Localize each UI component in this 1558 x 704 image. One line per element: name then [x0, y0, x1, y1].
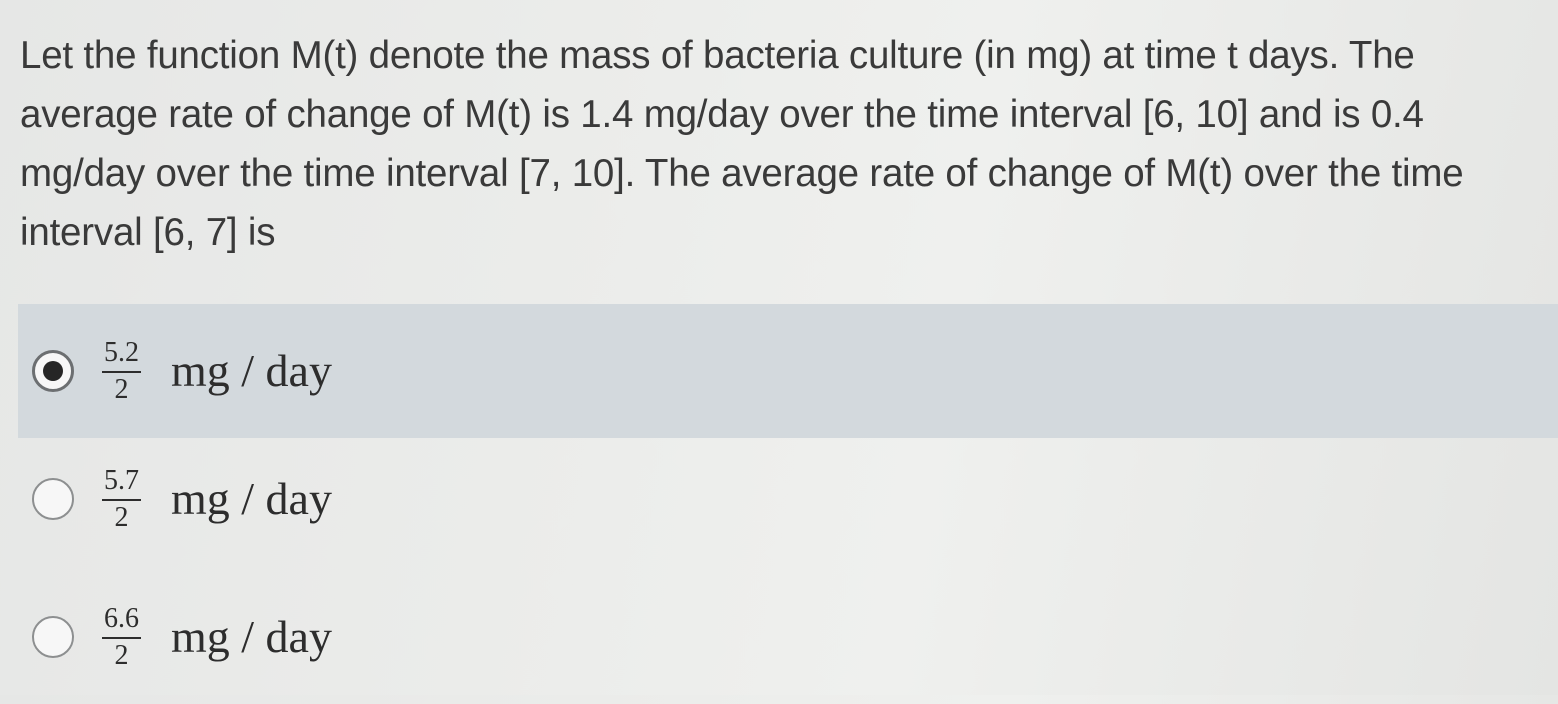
fraction-numerator: 5.7	[102, 466, 141, 501]
fraction-numerator: 6.6	[102, 604, 141, 639]
fraction-numerator: 5.2	[102, 338, 141, 373]
fraction	[102, 466, 141, 533]
fraction-denominator: 2	[114, 373, 129, 405]
fraction-denominator: 2	[114, 639, 129, 671]
answer-option-2[interactable]	[18, 432, 1558, 566]
answer-option-3-label	[102, 597, 332, 677]
answer-option-3[interactable]	[18, 570, 1558, 704]
question-text: Let the function M(t) denote the mass of bacteria culture (in mg) at time t days. The average rate of change of M(t) is 1.4 mg/day over the time interval [6, 10] and is 0.4 mg/day over the time interval [7, 10]. The average rate of change of M(t) over the time interval [6, 7] is	[20, 34, 1464, 254]
answer-option-1-label	[102, 331, 332, 411]
radio-button[interactable]	[32, 478, 74, 520]
answer-option-1[interactable]	[18, 304, 1558, 438]
radio-button-selected[interactable]	[32, 350, 74, 392]
unit-label: mg / day	[171, 345, 332, 396]
fraction	[102, 338, 141, 405]
unit-label: mg / day	[171, 611, 332, 662]
fraction	[102, 604, 141, 671]
fraction-denominator: 2	[114, 501, 129, 533]
unit-label: mg / day	[171, 473, 332, 524]
answer-option-2-label	[102, 459, 332, 539]
radio-button[interactable]	[32, 616, 74, 658]
